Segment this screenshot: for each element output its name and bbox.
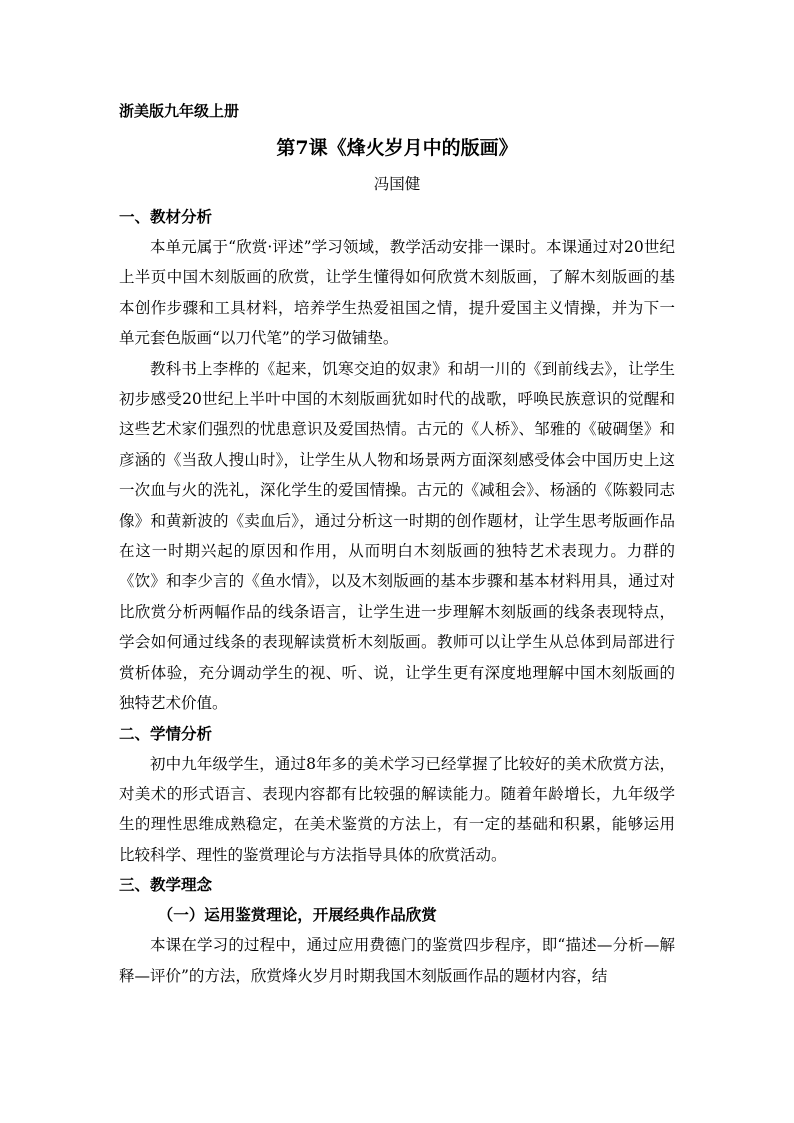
paragraph-artwork-analysis: 教科书上李桦的《起来，饥寒交迫的奴隶》和胡一川的《到前线去》，让学生初步感受20世纪上半叶中国的木刻版画犹如时代的战歌，呼唤民族意识的觉醒和这些艺术家们强烈的忧患意识及爱国热情。古元的《人桥》、邹雅的《破碉堡》和彦涵的《当敌人搜山时》，让学生从人物和场景两方面深刻感受体会中国历史上这一次血与火的洗礼，深化学生的爱国情操。古元的《减租会》、杨涵的《陈毅同志像》和黄新波的《卖血后》，通过分析这一时期的创作题材，让学生思考版画作品在这一时期兴起的原因和作用，从而明白木刻版画的独特艺术表现力。力群的《饮》和李少言的《鱼水情》，以及木刻版画的基本步骤和基本材料用具，通过对比欣赏分析两幅作品的线条语言，让学生进一步理解木刻版画的线条表现特点，学会如何通过线条的表现解读赏析木刻版画。教师可以让学生从总体到局部进行赏析体验，充分调动学生的视、听、说，让学生更有深度地理解中国木刻版画的独特艺术价值。: [119, 359, 675, 713]
lesson-title: 第7课《烽火岁月中的版画》: [276, 137, 518, 159]
document-body: [119, 202, 675, 991]
section-heading-textbook-analysis: 一、教材分析: [119, 207, 213, 226]
author-name: 冯国健: [373, 175, 421, 193]
paragraph-student-analysis: 初中九年级学生，通过8年多的美术学习已经掌握了比较好的美术欣赏方法，对美术的形式语言、表现内容都有比较强的解读能力。随着年龄增长，九年级学生的理性思维成熟稳定，在美术鉴赏的方法上，有一定的基础和积累，能够运用比较科学、理性的鉴赏理论与方法指导具体的欣赏活动。: [119, 754, 675, 864]
edition-label: 浙美版九年级上册: [119, 102, 240, 120]
paragraph-appreciation-method: 本课在学习的过程中，通过应用费德门的鉴赏四步程序，即“描述—分析—解释—评价”的方法，欣赏烽火岁月时期我国木刻版画作品的题材内容，结: [119, 936, 675, 985]
section-heading-student-analysis: 二、学情分析: [119, 723, 213, 743]
section-heading-teaching-philosophy: 三、教学理念: [119, 875, 213, 895]
paragraph-unit-overview: 本单元属于“欣赏·评述”学习领域，教学活动安排一课时。本课通过对20世纪上半页中国木刻版画的欣赏，让学生懂得如何欣赏木刻版画，了解木刻版画的基本创作步骤和工具材料，培养学生热爱祖国之情，提升爱国主义情操，并为下一单元套色版画“以刀代笔”的学习做铺垫。: [119, 238, 675, 348]
subsection-heading-appreciation-theory: （一）运用鉴赏理论，开展经典作品欣赏: [157, 905, 437, 925]
